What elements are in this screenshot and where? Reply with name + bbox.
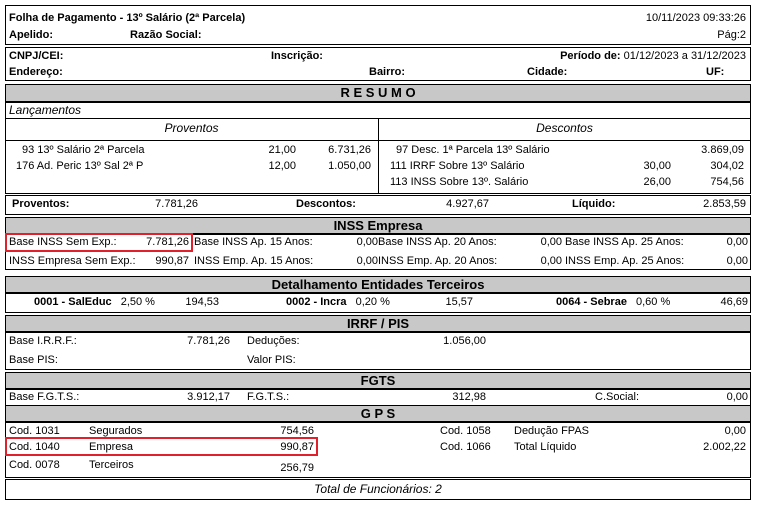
list-item: 754,56	[710, 176, 744, 188]
inss-empresa-sem-exp-label: INSS Empresa Sem Exp.:	[9, 255, 136, 267]
cnpj-label: CNPJ/CEI:	[9, 50, 64, 62]
gps-code: Cod. 1066	[440, 441, 491, 453]
gps-code: Cod. 1058	[440, 425, 491, 437]
terceiro-value: 15,57	[445, 296, 473, 308]
terceiro-code: 0002 - Incra	[286, 296, 347, 308]
list-item: 176 Ad. Peric 13º Sal 2ª P	[16, 160, 144, 172]
fgts-value: 312,98	[452, 391, 486, 403]
report-datetime: 10/11/2023 09:33:26	[645, 12, 746, 24]
fgts-box	[5, 389, 751, 406]
gps-value: 990,87	[280, 441, 314, 453]
list-item: 111 IRRF Sobre 13º Salário	[390, 160, 525, 172]
highlight-box	[5, 437, 318, 456]
irrf-box	[5, 332, 751, 370]
inss-emp-20-value: 0,00	[540, 255, 562, 267]
endereco-label: Endereço:	[9, 66, 63, 78]
valor-pis-label: Valor PIS:	[247, 354, 296, 366]
list-item: 12,00	[268, 160, 296, 172]
gps-value: 256,79	[280, 462, 314, 474]
gps-name: Segurados	[89, 425, 143, 437]
inss-emp-15-label: INSS Emp. Ap. 15 Anos:	[194, 255, 314, 267]
inss-emp-25-value: 0,00	[726, 255, 748, 267]
liquido-label: Líquido:	[572, 198, 616, 210]
divider	[5, 140, 751, 141]
bairro-label: Bairro:	[369, 66, 406, 78]
terceiros-band: Detalhamento Entidades Terceiros	[5, 276, 751, 293]
resumo-band: R E S U M O	[5, 84, 751, 102]
base-inss-15-label: Base INSS Ap. 15 Anos:	[194, 236, 313, 248]
terceiro-pct: 0,60 %	[636, 296, 671, 308]
gps-band: G P S	[5, 405, 751, 422]
descontos-header: Descontos	[536, 121, 593, 135]
base-inss-25-value: 0,00	[726, 236, 748, 248]
proventos-header: Proventos	[164, 121, 219, 135]
base-inss-20-label: Base INSS Ap. 20 Anos:	[378, 236, 497, 248]
inss-emp-25-label: INSS Emp. Ap. 25 Anos:	[565, 255, 685, 267]
terceiro-value: 46,69	[720, 296, 748, 308]
list-item: 304,02	[710, 160, 744, 172]
list-item: 26,00	[643, 176, 671, 188]
terceiro-code: 0064 - Sebrae	[556, 296, 627, 308]
terceiro-code: 0001 - SalEduc	[34, 296, 112, 308]
lancamentos-label: Lançamentos	[9, 103, 82, 117]
list-item: 3.869,09	[701, 144, 744, 156]
uf-label: UF:	[706, 66, 725, 78]
base-fgts-value: 3.912,17	[187, 391, 230, 403]
descontos-total-label: Descontos:	[296, 198, 356, 210]
gps-code: Cod. 0078	[9, 459, 60, 471]
base-inss-15-value: 0,00	[356, 236, 378, 248]
base-inss-sem-exp-value: 7.781,26	[146, 236, 189, 248]
base-inss-20-value: 0,00	[540, 236, 562, 248]
csocial-value: 0,00	[726, 391, 748, 403]
cidade-label: Cidade:	[527, 66, 568, 78]
list-item: 97 Desc. 1ª Parcela 13º Salário	[396, 144, 550, 156]
header-box	[5, 5, 751, 45]
list-item: 1.050,00	[328, 160, 371, 172]
page-number: Pág:2	[717, 29, 746, 41]
gps-value: 2.002,22	[703, 441, 746, 453]
gps-code: Cod. 1040	[9, 441, 60, 453]
terceiro-item	[34, 296, 155, 309]
deducoes-label: Deduções:	[247, 335, 300, 347]
terceiro-value: 194,53	[185, 296, 219, 308]
list-item: 21,00	[268, 144, 296, 156]
totals-box	[5, 195, 751, 215]
divider	[378, 118, 379, 194]
inss-emp-20-label: INSS Emp. Ap. 20 Anos:	[378, 255, 498, 267]
list-item: 6.731,26	[328, 144, 371, 156]
highlight-box	[5, 233, 193, 252]
gps-value: 0,00	[724, 425, 746, 437]
gps-name: Dedução FPAS	[514, 425, 590, 437]
base-inss-25-label: Base INSS Ap. 25 Anos:	[565, 236, 684, 248]
total-funcionarios: Total de Funcionários: 2	[314, 482, 442, 496]
gps-name: Total Líquido	[514, 441, 577, 453]
periodo-value: 01/12/2023 a 31/12/2023	[623, 50, 746, 62]
inss-band: INSS Empresa	[5, 217, 751, 234]
base-pis-label: Base PIS:	[9, 354, 58, 366]
periodo-label: Período de:	[560, 50, 621, 62]
deducoes-value: 1.056,00	[443, 335, 486, 347]
base-irrf-label: Base I.R.R.F.:	[9, 335, 77, 347]
inss-emp-15-value: 0,00	[356, 255, 378, 267]
descontos-total-value: 4.927,67	[446, 198, 489, 210]
csocial-label: C.Social:	[595, 391, 640, 403]
terceiro-item	[286, 296, 390, 309]
proventos-total-value: 7.781,26	[155, 198, 198, 210]
report-title: Folha de Pagamento - 13º Salário (2ª Parcela)	[9, 12, 246, 24]
razao-social-label: Razão Social:	[130, 29, 202, 41]
gps-value: 754,56	[280, 425, 314, 437]
liquido-value: 2.853,59	[703, 198, 746, 210]
irrf-band: IRRF / PIS	[5, 315, 751, 332]
gps-name: Empresa	[89, 441, 134, 453]
inscricao-label: Inscrição:	[271, 50, 323, 62]
gps-name: Terceiros	[89, 459, 134, 471]
terceiro-pct: 0,20 %	[355, 296, 390, 308]
fgts-label: F.G.T.S.:	[247, 391, 290, 403]
base-irrf-value: 7.781,26	[187, 335, 230, 347]
terceiro-item	[556, 296, 670, 309]
list-item: 113 INSS Sobre 13º. Salário	[390, 176, 529, 188]
list-item: 93 13º Salário 2ª Parcela	[22, 144, 145, 156]
apelido-label: Apelido:	[9, 29, 53, 41]
inss-empresa-sem-exp-value: 990,87	[155, 255, 189, 267]
gps-code: Cod. 1031	[9, 425, 60, 437]
list-item: 30,00	[643, 160, 671, 172]
fgts-band: FGTS	[5, 372, 751, 389]
terceiro-pct: 2,50 %	[120, 296, 155, 308]
base-inss-sem-exp-label: Base INSS Sem Exp.:	[9, 236, 117, 248]
proventos-total-label: Proventos:	[12, 198, 70, 210]
base-fgts-label: Base F.G.T.S.:	[9, 391, 80, 403]
periodo	[560, 50, 746, 63]
